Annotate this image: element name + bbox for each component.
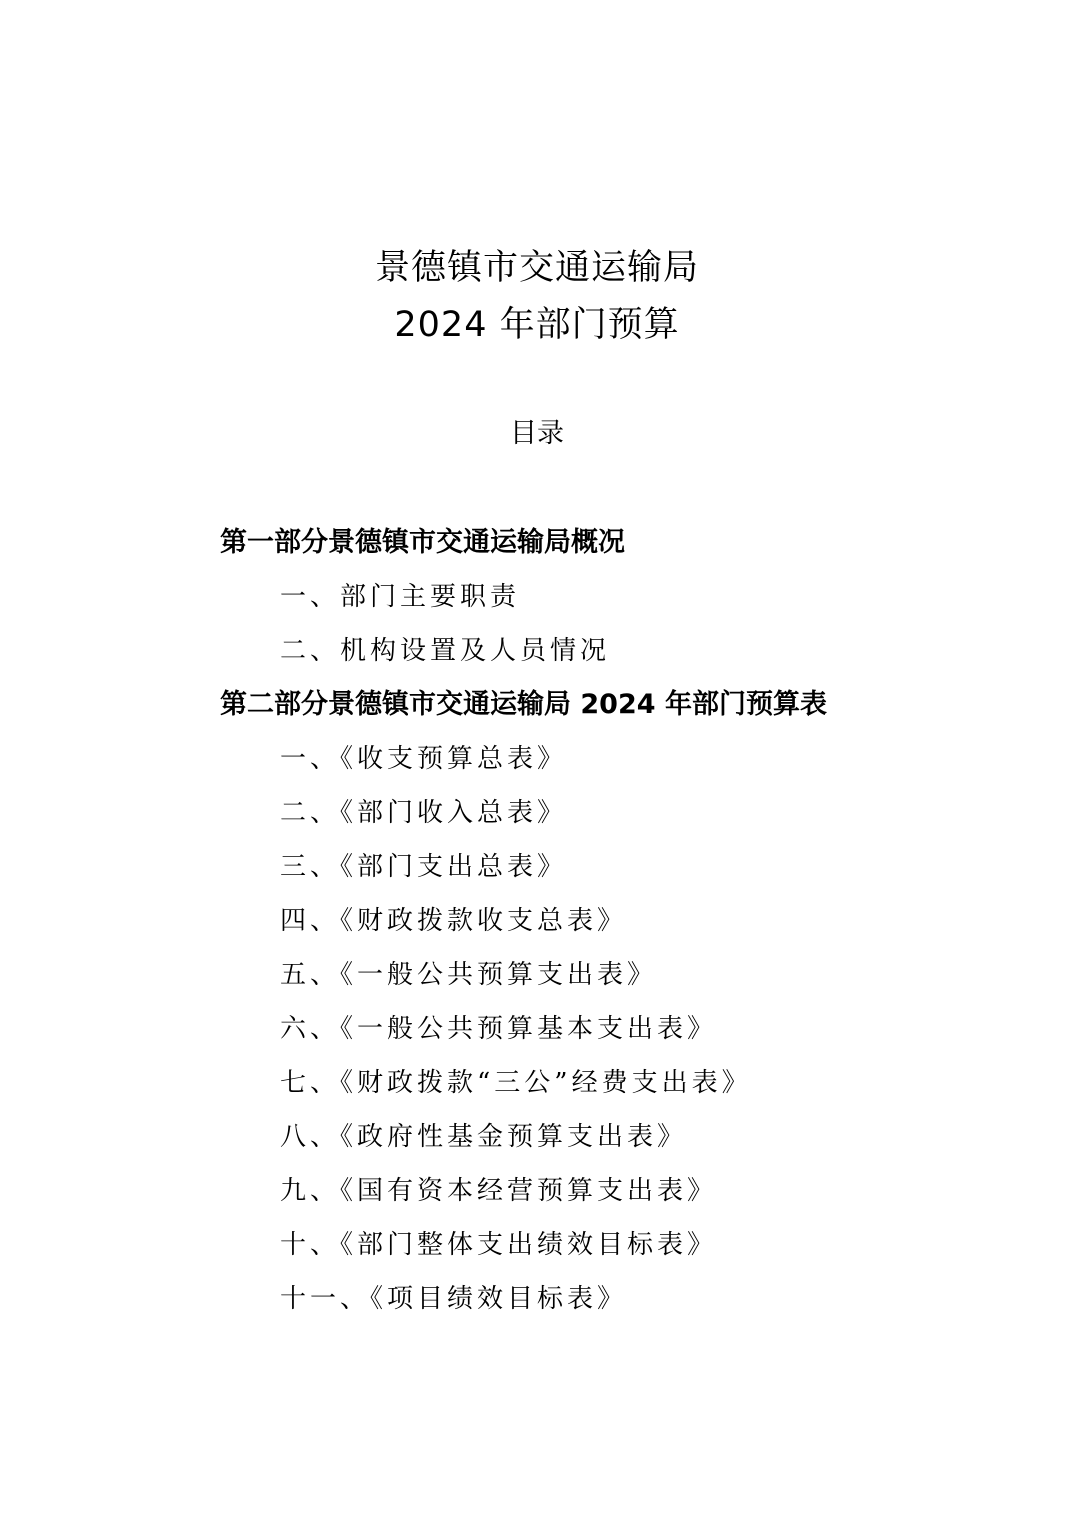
- toc-item: 七、《财政拨款“三公”经费支出表》: [280, 1068, 752, 1098]
- toc-item: 九、《国有资本经营预算支出表》: [280, 1176, 718, 1206]
- toc-item: 一、《收支预算总表》: [280, 744, 568, 774]
- toc-item: 四、《财政拨款收支总表》: [280, 906, 628, 936]
- toc-item: 十一、《项目绩效目标表》: [280, 1284, 628, 1314]
- toc-heading: 目录: [510, 418, 564, 449]
- table-of-contents: [220, 516, 1020, 1326]
- toc-item: 二、《部门收入总表》: [280, 798, 568, 828]
- toc-item: 二、机构设置及人员情况: [280, 636, 611, 666]
- toc-item: 五、《一般公共预算支出表》: [280, 960, 658, 990]
- toc-item: 六、《一般公共预算基本支出表》: [280, 1014, 718, 1044]
- toc-item: 八、《政府性基金预算支出表》: [280, 1122, 688, 1152]
- toc-item: 一、部门主要职责: [280, 582, 521, 612]
- document-title: 景德镇市交通运输局: [374, 248, 699, 288]
- toc-item: 十、《部门整体支出绩效目标表》: [280, 1230, 718, 1260]
- document-subtitle: 2024 年部门预算: [394, 305, 680, 345]
- toc-part-2-title: 第二部分景德镇市交通运输局 2024 年部门预算表: [220, 689, 827, 720]
- toc-part-1-title: 第一部分景德镇市交通运输局概况: [220, 527, 625, 558]
- toc-item: 三、《部门支出总表》: [280, 852, 568, 882]
